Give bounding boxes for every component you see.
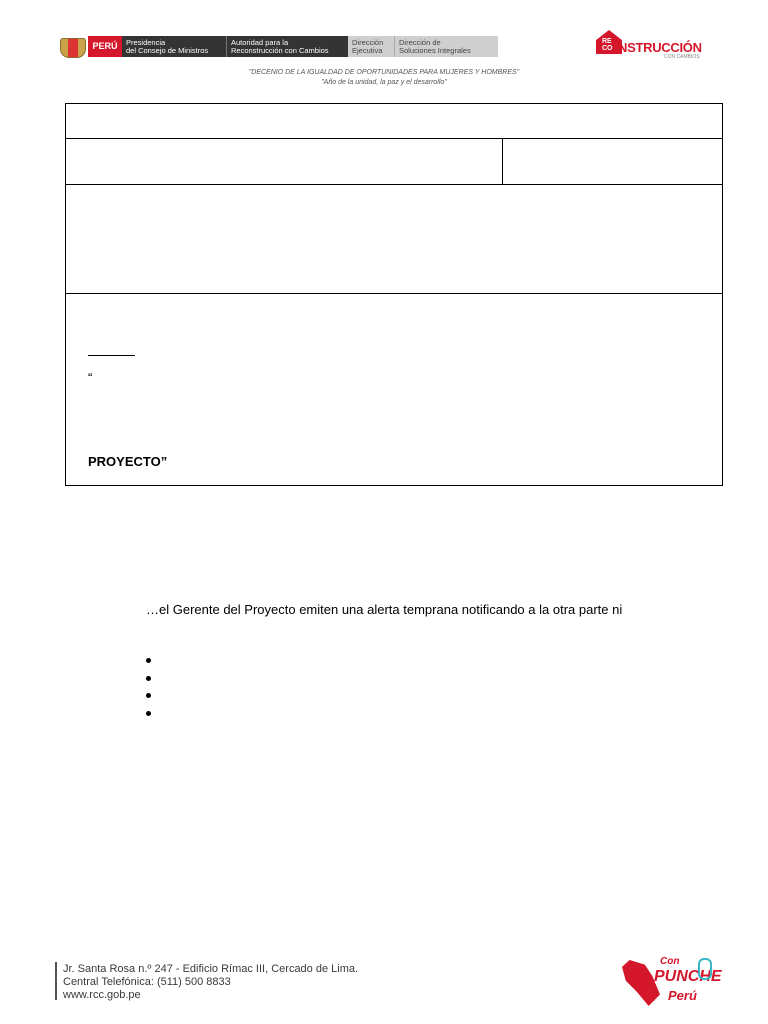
footer-phone: Central Telefónica: (511) 500 8833 <box>63 976 231 988</box>
coat-of-arms-icon <box>60 38 86 58</box>
direccion-ejecutiva-line2: Ejecutiva <box>352 45 383 55</box>
motto-line-1: "DECENIO DE LA IGUALDAD DE OPORTUNIDADES PARA MUJERES Y HOMBRES" <box>248 69 520 76</box>
direccion-ejecutiva-line1: Dirección <box>352 38 384 47</box>
autoridad-label <box>226 36 348 57</box>
table-row-divider-1 <box>65 138 723 139</box>
direccion-ejecutiva-label <box>348 36 394 57</box>
rcc-logo-co: CO <box>602 45 613 52</box>
presidencia-label <box>122 36 226 57</box>
punche-logo-word: PUNCHE <box>654 968 722 985</box>
direccion-soluciones-line1: Dirección de <box>399 38 441 47</box>
rcc-logo-word: NSTRUCCIÓN <box>618 40 702 55</box>
proyecto-label: PROYECTO” <box>88 454 168 469</box>
direccion-soluciones-label <box>394 36 498 57</box>
body-paragraph: …el Gerente del Proyecto emiten una alerta temprana notificando a la otra parte ni <box>146 602 623 617</box>
table-row-divider-2 <box>65 184 723 185</box>
direccion-soluciones-line2: Soluciones Integrales <box>399 45 471 55</box>
footer-address-line1: Jr. Santa Rosa n.º 247 - Edificio Rímac III, Cercado de Lima. <box>63 963 359 975</box>
peru-label: PERÚ <box>88 36 122 57</box>
rcc-logo-sub: CON CAMBIOS <box>664 54 700 60</box>
motto-line-2: "Año de la unidad, la paz y el desarrollo" <box>321 79 447 86</box>
underline-mark <box>88 355 135 356</box>
reconstruccion-logo <box>596 30 708 62</box>
flexed-arm-icon <box>698 958 712 980</box>
footer-address <box>63 963 358 1002</box>
punche-logo-peru: Perú <box>668 988 697 1003</box>
presidencia-line2: del Consejo de Ministros <box>126 45 209 55</box>
document-table <box>65 103 723 486</box>
government-logo-bar <box>88 36 498 57</box>
footer-website-link[interactable]: www.rcc.gob.pe <box>63 989 141 1001</box>
con-punche-peru-logo <box>618 952 722 1010</box>
presidencia-line1: Presidencia <box>126 38 166 47</box>
footer-divider <box>55 962 57 1000</box>
rcc-logo-re: RE <box>602 38 612 45</box>
table-row-divider-3 <box>65 293 723 294</box>
autoridad-line1: Autoridad para la <box>231 38 289 47</box>
opening-quote: “ <box>88 370 93 385</box>
autoridad-line2: Reconstrucción con Cambios <box>231 45 329 55</box>
table-column-divider <box>502 138 503 185</box>
punche-logo-con: Con <box>660 956 680 967</box>
